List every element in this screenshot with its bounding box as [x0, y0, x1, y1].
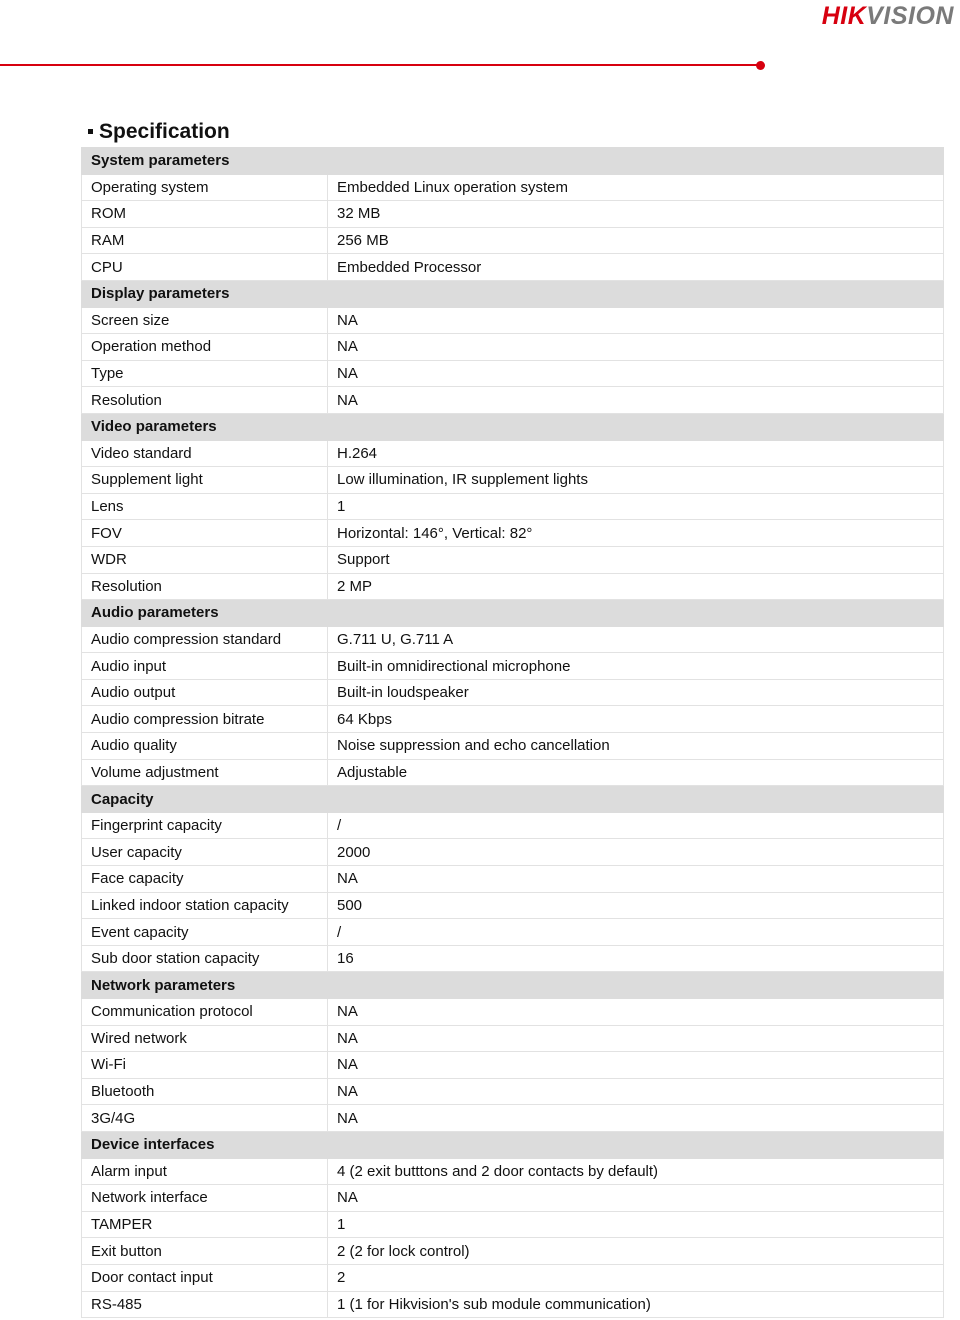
header-rule: [0, 64, 760, 66]
spec-row: [82, 866, 944, 893]
section-heading: [88, 120, 230, 144]
spec-value: 1 (1 for Hikvision's sub module communication): [328, 1291, 944, 1318]
spec-key: Alarm input: [82, 1158, 328, 1185]
spec-row: [82, 467, 944, 494]
section-header-filler: [328, 600, 944, 627]
spec-value: 500: [328, 892, 944, 919]
spec-key: Resolution: [82, 387, 328, 414]
spec-value: Built-in omnidirectional microphone: [328, 653, 944, 680]
spec-value: NA: [328, 1185, 944, 1212]
spec-value: Horizontal: 146°, Vertical: 82°: [328, 520, 944, 547]
spec-row: [82, 1264, 944, 1291]
spec-value: 2000: [328, 839, 944, 866]
spec-row: [82, 945, 944, 972]
spec-value: NA: [328, 360, 944, 387]
logo-gray-part: VISION: [866, 2, 954, 30]
section-header-label: Display parameters: [82, 280, 328, 307]
section-header-row: [82, 786, 944, 813]
header-rule-dot: [756, 61, 765, 70]
spec-value: NA: [328, 866, 944, 893]
spec-value: G.711 U, G.711 A: [328, 626, 944, 653]
spec-key: CPU: [82, 254, 328, 281]
spec-key: Wired network: [82, 1025, 328, 1052]
spec-key: RAM: [82, 227, 328, 254]
spec-row: [82, 1158, 944, 1185]
section-header-row: [82, 413, 944, 440]
spec-value: NA: [328, 1078, 944, 1105]
logo-red-part: HIK: [821, 2, 867, 30]
spec-row: [82, 1238, 944, 1265]
spec-value: 1: [328, 493, 944, 520]
section-header-filler: [328, 1131, 944, 1158]
spec-key: Linked indoor station capacity: [82, 892, 328, 919]
spec-key: Audio input: [82, 653, 328, 680]
section-header-filler: [328, 786, 944, 813]
spec-value: Adjustable: [328, 759, 944, 786]
spec-key: Volume adjustment: [82, 759, 328, 786]
spec-key: RS-485: [82, 1291, 328, 1318]
spec-row: [82, 999, 944, 1026]
spec-value: Support: [328, 546, 944, 573]
spec-key: WDR: [82, 546, 328, 573]
spec-key: ROM: [82, 201, 328, 228]
spec-row: [82, 679, 944, 706]
spec-row: [82, 1052, 944, 1079]
spec-key: Supplement light: [82, 467, 328, 494]
section-header-label: System parameters: [82, 148, 328, 175]
spec-value: 64 Kbps: [328, 706, 944, 733]
spec-value: NA: [328, 387, 944, 414]
spec-row: [82, 839, 944, 866]
spec-row: [82, 1291, 944, 1318]
spec-key: Communication protocol: [82, 999, 328, 1026]
spec-row: [82, 1211, 944, 1238]
section-header-row: [82, 148, 944, 175]
spec-row: [82, 812, 944, 839]
spec-row: [82, 892, 944, 919]
section-header-label: Video parameters: [82, 413, 328, 440]
section-header-row: [82, 1131, 944, 1158]
spec-row: [82, 759, 944, 786]
spec-row: [82, 1105, 944, 1132]
section-header-filler: [328, 972, 944, 999]
spec-row: [82, 706, 944, 733]
spec-value: NA: [328, 307, 944, 334]
spec-value: 2: [328, 1264, 944, 1291]
spec-key: Type: [82, 360, 328, 387]
spec-value: 2 (2 for lock control): [328, 1238, 944, 1265]
spec-row: [82, 733, 944, 760]
spec-key: Video standard: [82, 440, 328, 467]
spec-row: [82, 626, 944, 653]
spec-value: NA: [328, 1105, 944, 1132]
section-header-filler: [328, 148, 944, 175]
spec-row: [82, 307, 944, 334]
spec-key: TAMPER: [82, 1211, 328, 1238]
spec-value: NA: [328, 1052, 944, 1079]
spec-key: Door contact input: [82, 1264, 328, 1291]
square-bullet-icon: [88, 129, 93, 134]
section-heading-text: Specification: [99, 120, 230, 143]
spec-key: Audio compression standard: [82, 626, 328, 653]
spec-value: /: [328, 812, 944, 839]
spec-key: Network interface: [82, 1185, 328, 1212]
spec-row: [82, 1025, 944, 1052]
spec-row: [82, 1078, 944, 1105]
spec-key: Screen size: [82, 307, 328, 334]
spec-value: Noise suppression and echo cancellation: [328, 733, 944, 760]
spec-row: [82, 201, 944, 228]
spec-key: Operation method: [82, 334, 328, 361]
spec-key: User capacity: [82, 839, 328, 866]
spec-key: Audio output: [82, 679, 328, 706]
spec-row: [82, 227, 944, 254]
section-header-filler: [328, 413, 944, 440]
spec-key: Face capacity: [82, 866, 328, 893]
section-header-row: [82, 972, 944, 999]
section-header-label: Capacity: [82, 786, 328, 813]
spec-key: Audio compression bitrate: [82, 706, 328, 733]
spec-key: Exit button: [82, 1238, 328, 1265]
hikvision-logo: [822, 2, 954, 31]
spec-row: [82, 334, 944, 361]
spec-key: 3G/4G: [82, 1105, 328, 1132]
spec-value: 16: [328, 945, 944, 972]
spec-value: 256 MB: [328, 227, 944, 254]
spec-value: 1: [328, 1211, 944, 1238]
spec-row: [82, 493, 944, 520]
spec-value: NA: [328, 1025, 944, 1052]
spec-value: Built-in loudspeaker: [328, 679, 944, 706]
spec-row: [82, 254, 944, 281]
spec-row: [82, 573, 944, 600]
spec-key: Fingerprint capacity: [82, 812, 328, 839]
spec-value: Embedded Linux operation system: [328, 174, 944, 201]
spec-row: [82, 174, 944, 201]
specification-table-body: [82, 148, 944, 1318]
section-header-row: [82, 280, 944, 307]
spec-row: [82, 440, 944, 467]
spec-key: Bluetooth: [82, 1078, 328, 1105]
spec-row: [82, 653, 944, 680]
spec-value: H.264: [328, 440, 944, 467]
spec-value: Low illumination, IR supplement lights: [328, 467, 944, 494]
spec-value: Embedded Processor: [328, 254, 944, 281]
spec-key: Operating system: [82, 174, 328, 201]
spec-key: FOV: [82, 520, 328, 547]
spec-key: Wi-Fi: [82, 1052, 328, 1079]
spec-row: [82, 1185, 944, 1212]
spec-row: [82, 520, 944, 547]
spec-row: [82, 387, 944, 414]
spec-value: 32 MB: [328, 201, 944, 228]
spec-value: /: [328, 919, 944, 946]
spec-key: Audio quality: [82, 733, 328, 760]
section-header-label: Audio parameters: [82, 600, 328, 627]
spec-key: Lens: [82, 493, 328, 520]
spec-row: [82, 360, 944, 387]
section-header-label: Network parameters: [82, 972, 328, 999]
section-header-row: [82, 600, 944, 627]
spec-row: [82, 919, 944, 946]
spec-value: NA: [328, 999, 944, 1026]
section-header-label: Device interfaces: [82, 1131, 328, 1158]
spec-value: 2 MP: [328, 573, 944, 600]
spec-row: [82, 546, 944, 573]
section-header-filler: [328, 280, 944, 307]
spec-key: Event capacity: [82, 919, 328, 946]
spec-value: 4 (2 exit butttons and 2 door contacts by default): [328, 1158, 944, 1185]
spec-key: Sub door station capacity: [82, 945, 328, 972]
spec-value: NA: [328, 334, 944, 361]
specification-table: [81, 147, 944, 1318]
spec-key: Resolution: [82, 573, 328, 600]
